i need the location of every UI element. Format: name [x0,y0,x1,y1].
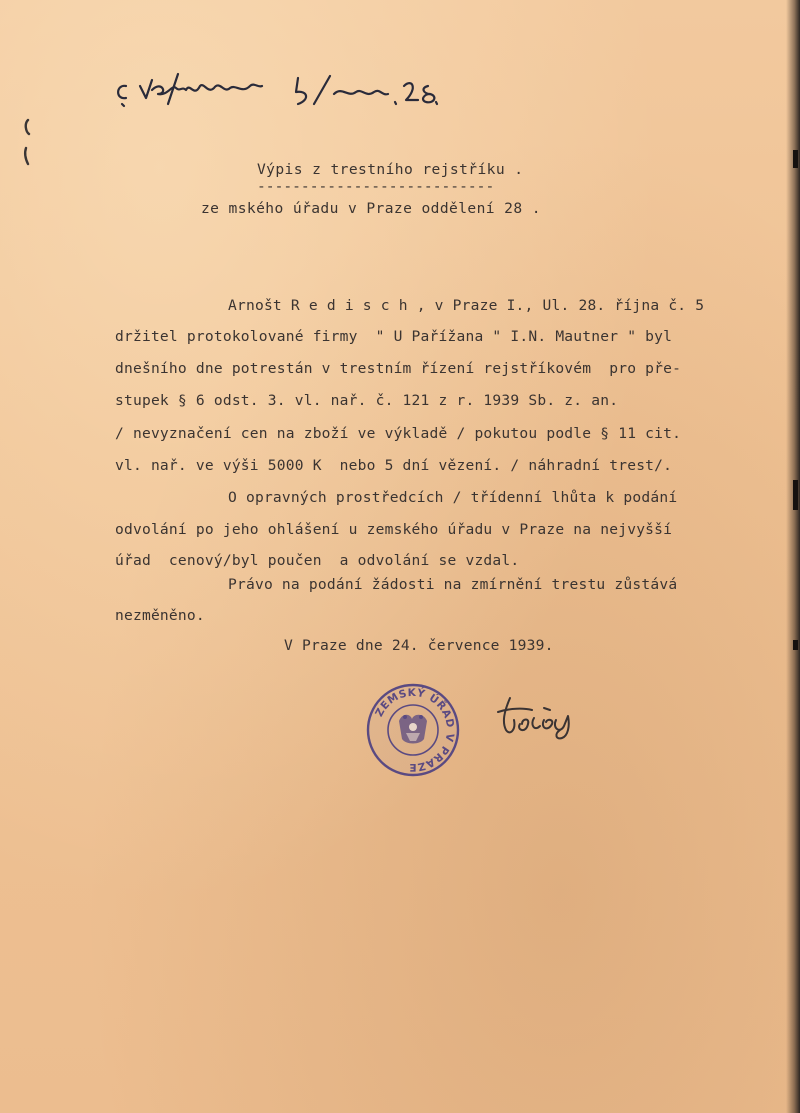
body-line: Právo na podání žádosti na zmírnění trestu zůstává [228,576,678,593]
document-subtitle: ze mského úřadu v Praze oddělení 28 . [201,200,541,217]
official-stamp [366,683,460,777]
svg-text:ZEMSKÝ ÚŘAD V PRAZE: ZEMSKÝ ÚŘAD V PRAZE [373,686,457,774]
body-line: stupek § 6 odst. 3. vl. nař. č. 121 z r. 1939 Sb. z. an. [115,392,619,409]
body-line: držitel protokolované firmy " U Pařížana " I.N. Mautner " byl [115,328,673,345]
body-line: O opravných prostředcích / třídenní lhůta k podání [228,489,678,506]
document-title: Výpis z trestního rejstříku . [257,161,524,178]
margin-marks [18,118,38,168]
signature [484,690,584,740]
body-line: vl. nař. ve výši 5000 K nebo 5 dní vězení. / náhradní trest/. [115,457,673,474]
scan-edge-mark [793,150,798,168]
date-line: V Praze dne 24. července 1939. [284,637,554,654]
body-line: / nevyznačení cen na zboží ve výkladě / pokutou podle § 11 cit. [115,425,682,442]
body-line: odvolání po jeho ohlášení u zemského úřadu v Praze na nejvyšší [115,521,673,538]
body-line: Arnošt R e d i s c h , v Praze I., Ul. 28. října č. 5 [228,297,705,314]
scan-edge-mark [793,640,798,650]
body-line: nezměněno. [115,607,205,624]
title-underline: --------------------------- [257,178,495,195]
scan-edge-mark [793,480,798,510]
handwritten-note [112,64,442,114]
coat-of-arms-icon [399,715,427,744]
body-line: úřad cenový/byl poučen a odvolání se vzdal. [115,552,520,569]
body-line: dnešního dne potrestán v trestním řízení rejstříkovém pro pře- [115,360,682,377]
